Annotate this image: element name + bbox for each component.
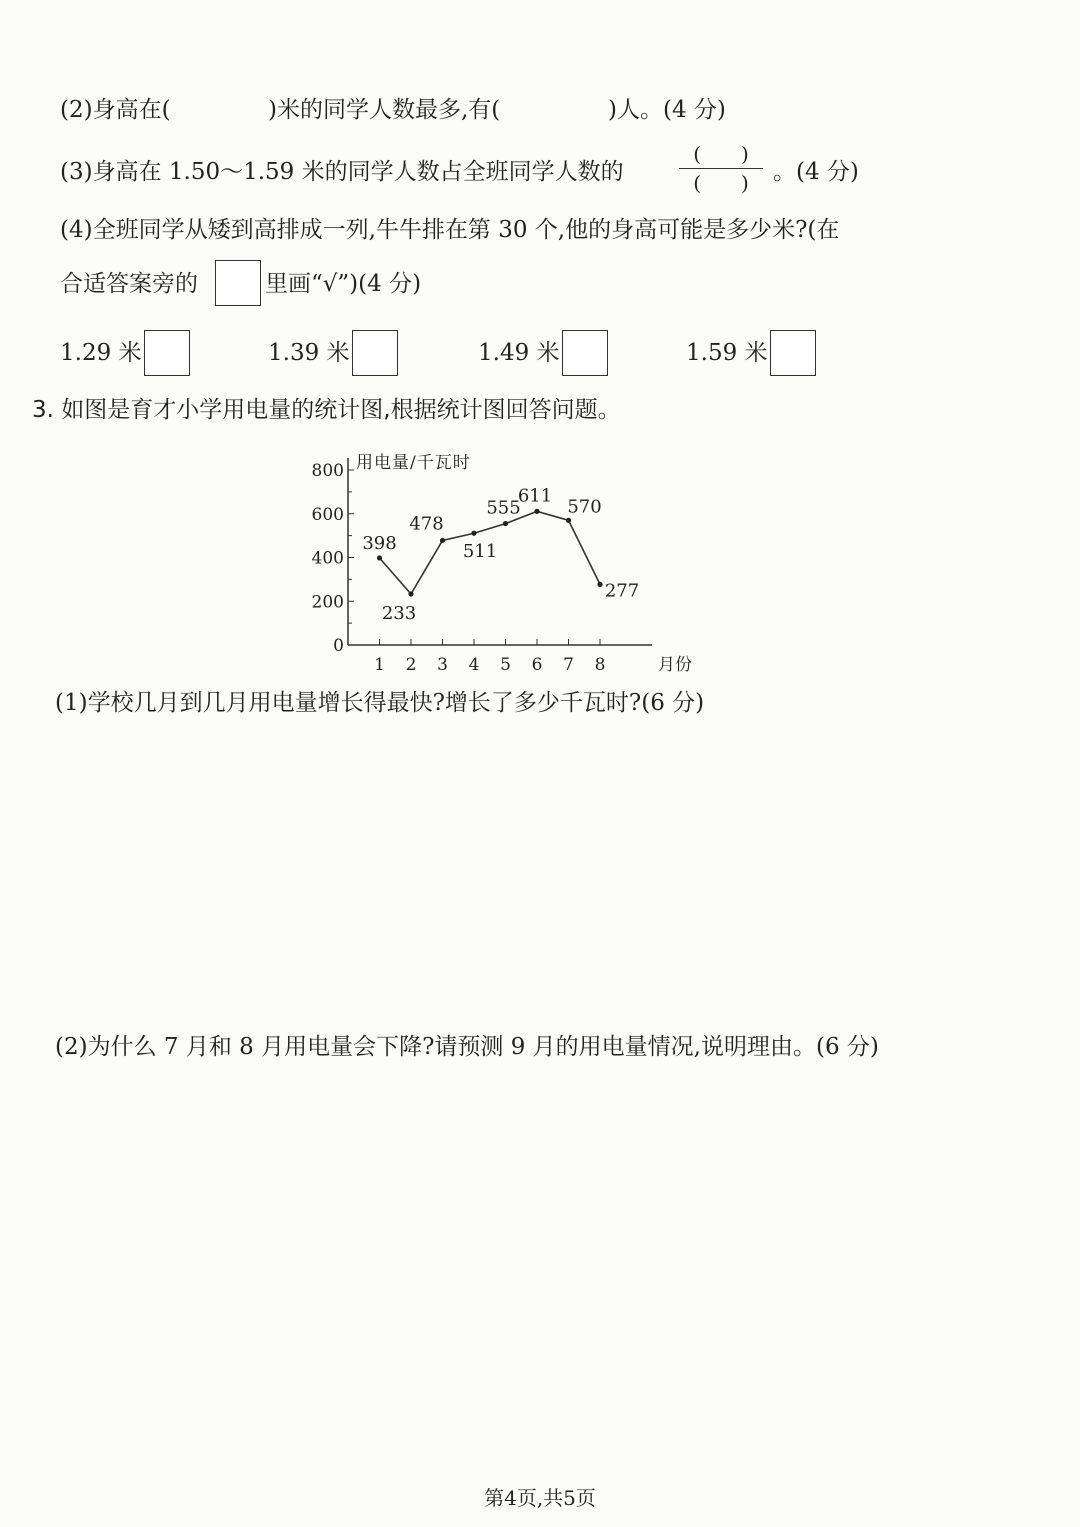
fraction-bar — [679, 168, 763, 169]
option-label: 1.59 米 — [686, 340, 768, 366]
question-2-3-suffix: 。(4 分) — [773, 159, 859, 185]
data-point — [408, 591, 413, 596]
x-tick-label: 5 — [500, 655, 511, 675]
option-checkbox[interactable] — [562, 330, 608, 376]
x-tick-label: 2 — [405, 655, 417, 675]
page-footer: 第4页,共5页 — [484, 1486, 596, 1510]
fraction-numerator: ( ) — [693, 142, 749, 166]
fraction-denominator: ( ) — [693, 171, 749, 195]
example-checkbox — [215, 260, 261, 306]
x-tick-label: 3 — [437, 655, 448, 675]
electricity-line-chart — [300, 440, 700, 675]
data-label: 611 — [517, 485, 553, 507]
x-axis-title: 月份 — [658, 655, 692, 675]
x-tick-label: 7 — [563, 655, 574, 675]
x-tick-label: 1 — [374, 655, 385, 675]
option-label: 1.49 米 — [478, 340, 560, 366]
question-2-4-line1: (4)全班同学从矮到高排成一列,牛牛排在第 30 个,他的身高可能是多少米?(在 — [60, 217, 840, 243]
option-label: 1.29 米 — [60, 340, 142, 366]
data-point — [503, 521, 508, 526]
data-label: 233 — [381, 603, 417, 625]
question-2-2-suffix: )人。(4 分) — [608, 97, 726, 123]
y-axis-title: 用电量/千瓦时 — [356, 453, 471, 473]
data-point — [534, 509, 539, 514]
question-2-3-prefix: (3)身高在 1.50～1.59 米的同学人数占全班同学人数的 — [60, 159, 624, 185]
option-checkbox[interactable] — [770, 330, 816, 376]
x-tick-label: 6 — [531, 655, 543, 675]
question-2-4-line2-suffix: 里画“√”)(4 分) — [265, 271, 422, 297]
question-2-2-middle: )米的同学人数最多,有( — [268, 97, 501, 123]
option-checkbox[interactable] — [144, 330, 190, 376]
y-tick-label: 600 — [311, 504, 344, 525]
question-2-4-line2-prefix: 合适答案旁的 — [60, 271, 198, 297]
y-tick-label: 800 — [311, 461, 344, 481]
option-checkbox[interactable] — [352, 330, 398, 376]
data-label: 511 — [462, 541, 498, 563]
question-3-title: 3. 如图是育才小学用电量的统计图,根据统计图回答问题。 — [32, 397, 621, 423]
data-point — [471, 531, 476, 536]
data-label: 398 — [362, 532, 397, 554]
data-label: 277 — [604, 580, 640, 602]
data-point — [597, 582, 602, 587]
question-3-2: (2)为什么 7 月和 8 月用电量会下降?请预测 9 月的用电量情况,说明理由。(6 分) — [55, 1034, 879, 1060]
fraction-answer — [675, 142, 767, 195]
x-tick-label: 4 — [468, 655, 480, 675]
data-label: 570 — [567, 496, 602, 518]
y-tick-label: 400 — [311, 548, 344, 569]
option-label: 1.39 米 — [268, 340, 350, 366]
data-point — [440, 538, 445, 543]
data-point — [377, 555, 382, 560]
question-2-2-prefix: (2)身高在( — [60, 97, 171, 123]
data-label: 478 — [409, 513, 444, 535]
data-label: 555 — [486, 497, 521, 519]
data-point — [566, 518, 571, 523]
question-3-1: (1)学校几月到几月用电量增长得最快?增长了多少千瓦时?(6 分) — [55, 690, 705, 716]
y-tick-label: 0 — [333, 636, 344, 656]
x-tick-label: 8 — [594, 655, 606, 675]
y-tick-label: 200 — [311, 592, 344, 613]
